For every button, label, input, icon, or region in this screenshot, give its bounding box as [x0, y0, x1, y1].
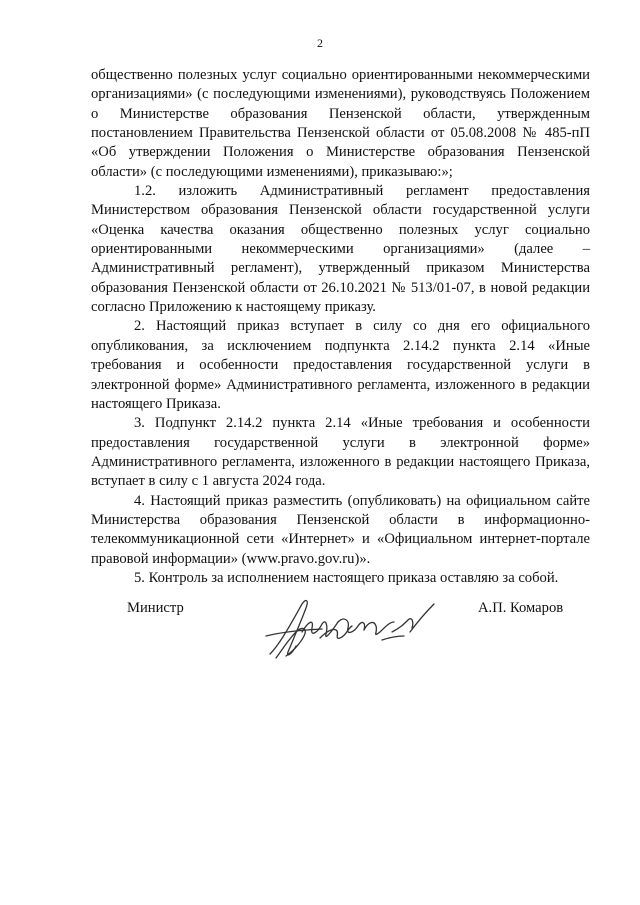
paragraph-item-5: 5. Контроль за исполнением настоящего приказа оставляю за собой.	[134, 569, 559, 586]
paragraph-item-2: 2. Настоящий приказ вступает в силу со дня его официального опубликования, за исключением подпункта 2.14.2 пункта 2.14 «Иные требования и особенности предоставления государственной услуги в электронной форме» Административного регламента, изложенного в редакции настоящего Приказа.	[91, 318, 590, 412]
page-number: 2	[317, 36, 323, 50]
handwritten-signature	[262, 592, 442, 670]
document-body	[91, 66, 590, 588]
paragraph-item-3: 3. Подпункт 2.14.2 пункта 2.14 «Иные требования и особенности предоставления государственной услуги в электронной форме» Административного регламента, изложенного в редакции настоящего Приказа, вступает в силу с 1 августа 2024 года.	[91, 415, 590, 490]
signatory-title: Министр	[127, 600, 184, 616]
paragraph-continuation: общественно полезных услуг социально ориентированными некоммерческими организациями» (с последующими изменениями), руководствуясь Положением о Министерстве образования Пензенской области, утвержденным постановлением Правительства Пензенской области от 05.08.2008 № 485-пП «Об утверждении Положения о Министерстве образования Пензенской области» (с последующими изменениями), приказываю:»;	[91, 67, 590, 180]
paragraph-item-1-2: 1.2. изложить Административный регламент предоставления Министерством образования Пензенской области государственной услуги «Оценка качества оказания общественно полезных услуг социально ориентированными некоммерческими организациями» (далее – Административный регламент), утвержденный приказом Министерства образования Пензенской области от 26.10.2021 № 513/01-07, в новой редакции согласно Приложению к настоящему приказу.	[91, 183, 590, 316]
paragraph-item-4: 4. Настоящий приказ разместить (опубликовать) на официальном сайте Министерства образования Пензенской области в информационно-телекоммуникационной сети «Интернет» и «Официальном интернет-портале правовой информации» (www.pravo.gov.ru)».	[91, 492, 590, 567]
signatory-name: А.П. Комаров	[478, 600, 564, 616]
